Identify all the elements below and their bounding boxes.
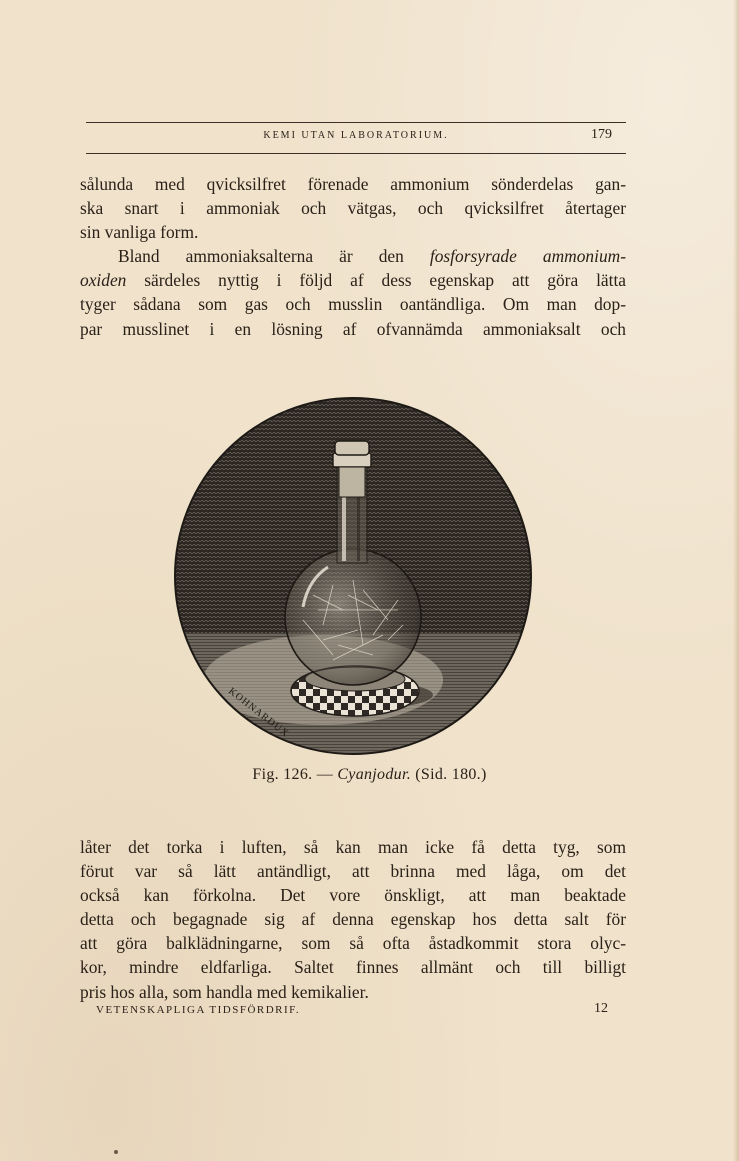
text-run: särdeles nyttig i följd af dess egenskap att göra lätta <box>126 270 626 291</box>
caption-reference: (Sid. 180.) <box>411 766 487 783</box>
text-line <box>80 244 626 268</box>
caption-label: Fig. 126. — <box>252 766 338 783</box>
paragraph-1 <box>80 172 626 244</box>
paragraph-2 <box>80 244 626 340</box>
text-line: tyger sådana som gas och musslin oantändliga. Om man dop- <box>80 294 626 315</box>
text-line: att göra balklädningarne, som så ofta åstadkommit stora olyc- <box>80 933 626 954</box>
italic-term: oxiden <box>80 270 127 291</box>
text-line: par musslinet i en lösning af ofvannämda ammoniaksalt och <box>80 318 626 339</box>
text-line: sålunda med qvicksilfret förenade ammonium sönderdelas gan- <box>80 174 626 194</box>
text-line: sin vanliga form. <box>80 222 199 243</box>
figure-caption <box>0 766 739 784</box>
signature-mark: 12 <box>594 1001 608 1016</box>
bottom-text-block <box>80 835 626 1004</box>
text-line: pris hos alla, som handla med kemikalier. <box>80 981 369 1002</box>
text-line: också kan förkolna. Det vore önskligt, att man beaktade <box>80 885 626 906</box>
running-title: KEMI UTAN LABORATORIUM. <box>263 130 449 141</box>
text-line: kor, mindre eldfarliga. Saltet finnes allmänt och till billigt <box>80 957 626 978</box>
paper-speck <box>114 1150 118 1154</box>
text-line: förut var så lätt antändligt, att brinna med låga, om det <box>80 861 626 882</box>
text-run: Bland ammoniaksalterna är den <box>118 246 430 267</box>
text-line <box>80 268 626 292</box>
text-line: låter det torka i luften, så kan man icke få detta tyg, som <box>80 837 626 857</box>
engraver-signature: KOHNARDUX <box>226 685 291 740</box>
page-edge <box>733 0 739 1161</box>
running-head <box>86 122 626 154</box>
top-text-block <box>80 172 626 341</box>
italic-term: fosforsyrade ammonium- <box>429 246 626 267</box>
paragraph-3 <box>80 835 626 1004</box>
engraving-flask-illustration <box>173 395 533 757</box>
text-line: detta och begagnade sig af denna egenskap hos detta salt för <box>80 909 626 930</box>
text-line: ska snart i ammoniak och vätgas, och qvicksilfret återtager <box>80 198 626 219</box>
caption-title: Cyanjodur. <box>337 766 411 783</box>
series-title: VETENSKAPLIGA TIDSFÖRDRIF. <box>96 1004 301 1016</box>
page-number: 179 <box>591 127 612 142</box>
